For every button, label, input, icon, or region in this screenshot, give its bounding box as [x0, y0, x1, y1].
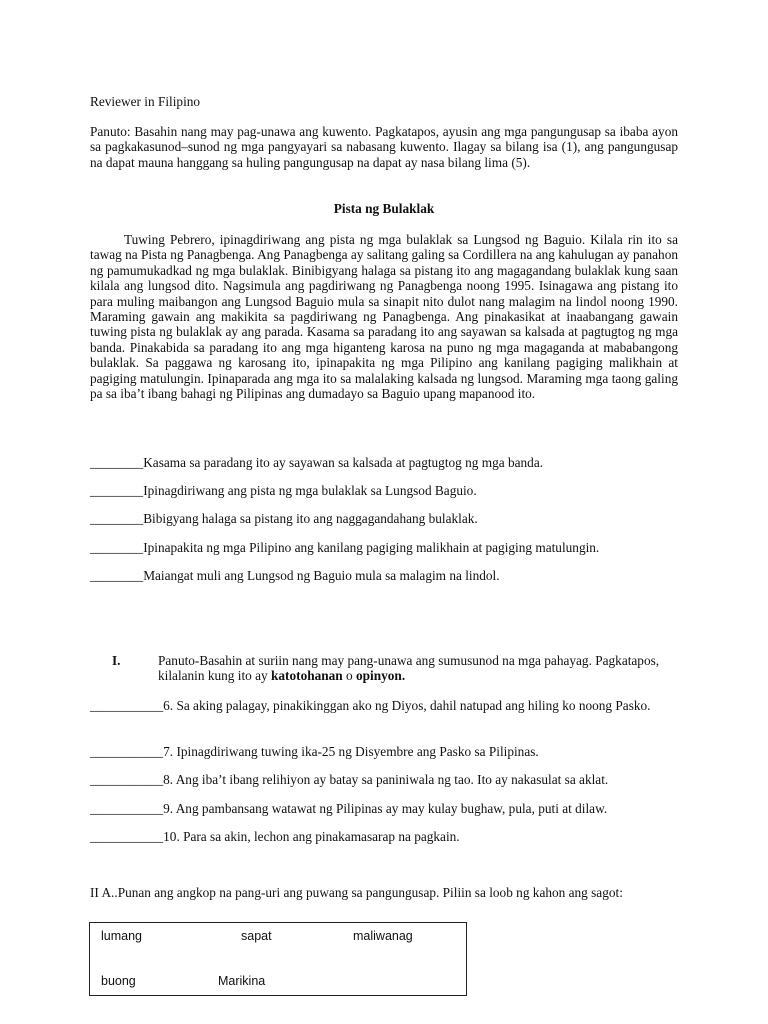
sequence-item-5: [90, 568, 690, 583]
part2-directions: [158, 653, 678, 684]
story-title: Pista ng Bulaklak: [333, 201, 435, 216]
answer-blank[interactable]: ________: [90, 568, 144, 583]
sequence-item-text: Maiangat muli ang Lungsod ng Baguio mula sa malagim na lindol.: [143, 568, 500, 583]
story-paragraph: Tuwing Pebrero, ipinagdiriwang ang pista ng mga bulaklak sa Lungsod ng Baguio. Kilala rin ito sa tawag na Pista ng Panagbenga. Ang Panagbenga ay salitang galing sa Cordillera na ang kahulugan ay panahon ng pamumukadkad ng mga bulaklak. Binibigyang halaga sa pistang ito ang magagandang bulaklak kung saan kilala ang lungsod dito. Nagsimula ang pagdiriwang ng Panagbenga noong 1995. Isinagawa ang pistang ito para muling maibangon ang Lungsod Baguio mula sa sinapit nito dulot nang malagim na lindol noong 1990. Maraming gawain ang makikita sa pagdiriwang ng Panagbenga. Ang pinakasikat at inaabangang gawain tuwing pista ng bulaklak ay ang parada. Kasama sa paradang ito ang sayawan sa kalsada at pagtugtog ng mga banda. Pinakabida sa paradang ito ang mga higanteng karosa na puno ng mga magaganda at mababangong bulaklak. Sa paggawa ng karosang ito, ipinapakita ng mga Pilipino ang kanilang pagiging malikhain at pagiging matulungin. Ipinaparada ang mga ito sa malalaking kalsada ng lungsod. Maraming mga taong galing pa sa iba’t ibang bahagi ng Pilipinas ang dumadayo sa Baguio upang mapanood ito.: [90, 232, 678, 402]
answer-blank[interactable]: ________: [90, 540, 144, 555]
word-choice-box: [89, 922, 467, 996]
answer-blank[interactable]: ___________: [90, 801, 164, 816]
answer-blank[interactable]: ___________: [90, 698, 164, 713]
fact-opinion-text: 7. Ipinagdiriwang tuwing ika-25 ng Disyembre ang Pasko sa Pilipinas.: [163, 744, 539, 759]
sequence-item-text: Bibigyang halaga sa pistang ito ang naggagandahang bulaklak.: [143, 511, 478, 526]
answer-blank[interactable]: ________: [90, 511, 144, 526]
sequence-item-4: [90, 540, 690, 555]
word-choice: buong: [101, 974, 136, 988]
sequence-item-1: [90, 455, 690, 470]
answer-blank[interactable]: ________: [90, 483, 144, 498]
fact-opinion-text: 8. Ang iba’t ibang relihiyon ay batay sa paniniwala ng tao. Ito ay nakasulat sa aklat.: [163, 772, 609, 787]
document-title: Reviewer in Filipino: [90, 94, 201, 109]
fact-opinion-item-6: [90, 698, 678, 713]
sequence-item-text: Ipinapakita ng mga Pilipino ang kanilang pagiging malikhain at pagiging matulungin.: [143, 540, 600, 555]
option-fact: katotohanan: [271, 668, 343, 684]
part3-directions: II A..Punan ang angkop na pang-uri ang puwang sa pangungusap. Piliin sa loob ng kahon ang sagot:: [90, 885, 623, 900]
answer-blank[interactable]: ___________: [90, 744, 164, 759]
fact-opinion-text: 6. Sa aking palagay, pinakikinggan ako ng Diyos, dahil natupad ang hiling ko noong Pasko.: [163, 698, 651, 713]
section-numeral: I.: [112, 653, 121, 668]
fact-opinion-text: 9. Ang pambansang watawat ng Pilipinas ay may kulay bughaw, pula, puti at dilaw.: [163, 801, 608, 816]
part2-directions-text: Panuto-Basahin at suriin nang may pang-unawa ang sumusunod na mga pahayag. Pagkatapos, kilalanin kung ito ay: [158, 653, 660, 684]
option-opinion: opinyon.: [356, 668, 406, 684]
answer-blank[interactable]: ________: [90, 455, 144, 470]
sequence-item-3: [90, 511, 690, 526]
word-choice: maliwanag: [353, 929, 413, 943]
answer-blank[interactable]: ___________: [90, 772, 164, 787]
fact-opinion-item-10: [90, 829, 690, 844]
word-choice: Marikina: [218, 974, 266, 988]
word-choice: sapat: [241, 929, 272, 943]
sequence-item-text: Kasama sa paradang ito ay sayawan sa kalsada at pagtugtog ng mga banda.: [143, 455, 544, 470]
sequence-item-text: Ipinagdiriwang ang pista ng mga bulaklak sa Lungsod Baguio.: [143, 483, 477, 498]
answer-blank[interactable]: ___________: [90, 829, 164, 844]
option-conjunction: o: [342, 668, 356, 684]
part1-directions: Panuto: Basahin nang may pag-unawa ang kuwento. Pagkatapos, ayusin ang mga pangungusap sa ibaba ayon sa pagkakasunod–sunod ng mga pangyayari sa nabasang kuwento. Ilagay sa bilang isa (1), ang pangungusap na dapat mauna hanggang sa huling pangungusap na dapat ay nasa bilang lima (5).: [90, 124, 678, 170]
fact-opinion-item-8: [90, 772, 690, 787]
word-choice: lumang: [101, 929, 142, 943]
fact-opinion-item-7: [90, 744, 690, 759]
sequence-item-2: [90, 483, 690, 498]
fact-opinion-text: 10. Para sa akin, lechon ang pinakamasarap na pagkain.: [163, 829, 460, 844]
fact-opinion-item-9: [90, 801, 690, 816]
